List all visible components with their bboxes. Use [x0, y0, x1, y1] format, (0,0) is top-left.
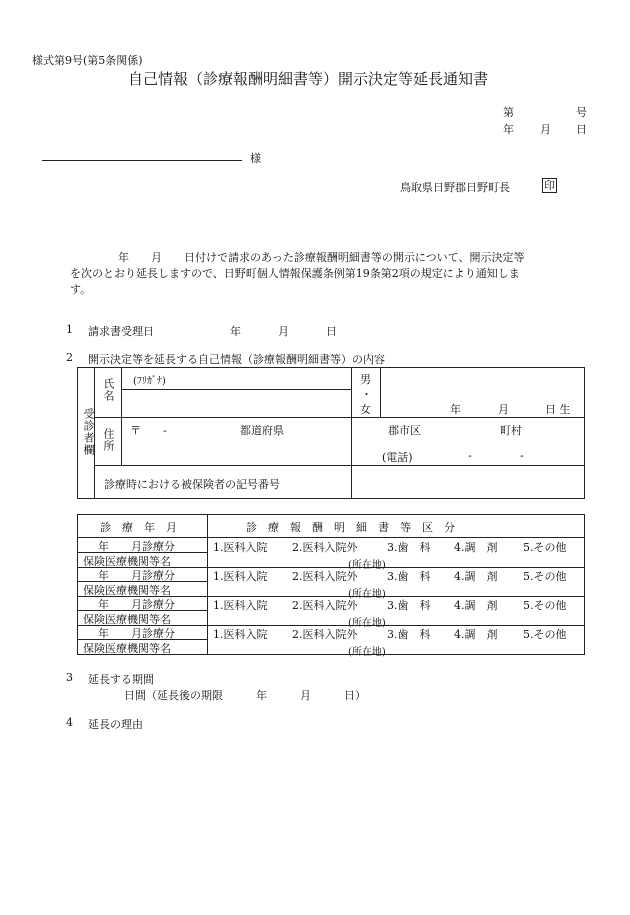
furigana-label: (ﾌﾘｶﾞﾅ): [133, 376, 166, 387]
section4-number: 4: [66, 716, 73, 729]
category-medical-inpatient[interactable]: 1.医科入院: [213, 570, 268, 583]
category-medical-inpatient[interactable]: 1.医科入院: [213, 541, 268, 554]
category-dental[interactable]: 3.歯 科: [387, 628, 431, 641]
section4-label: 延長の理由: [88, 718, 143, 731]
row-location: (所在地): [348, 560, 386, 571]
category-pharmacy[interactable]: 4.調 剤: [454, 541, 498, 554]
phone-label: (電話): [382, 451, 413, 464]
row-location: (所在地): [348, 647, 386, 658]
header-document-category: 診 療 報 酬 明 細 書 等 区 分: [246, 521, 455, 534]
category-medical-inpatient[interactable]: 1.医科入院: [213, 628, 268, 641]
doc-date-day: 日: [576, 123, 587, 136]
body-line-1: 年 月 日付けで請求のあった診療報酬明細書等の開示について、開示決定等: [118, 251, 525, 264]
category-dental[interactable]: 3.歯 科: [387, 541, 431, 554]
category-other[interactable]: 5.その他: [523, 541, 567, 554]
postal-code[interactable]: 〒 -: [130, 424, 167, 437]
category-pharmacy[interactable]: 4.調 剤: [454, 570, 498, 583]
name-field[interactable]: [124, 392, 346, 414]
section1-month: 月: [278, 325, 289, 338]
row-month: 年 月診療分: [98, 598, 175, 611]
doc-number-go: 号: [576, 106, 587, 119]
category-medical-outpatient[interactable]: 2.医科入院外: [292, 628, 358, 641]
birth-day: 日 生: [545, 403, 571, 416]
category-dental[interactable]: 3.歯 科: [387, 570, 431, 583]
phone-dash-2: -: [520, 449, 524, 462]
gender-male[interactable]: 男: [360, 373, 371, 386]
category-medical-outpatient[interactable]: 2.医科入院外: [292, 599, 358, 612]
addressee-suffix: 様: [250, 152, 261, 165]
doc-number-dai: 第: [503, 106, 514, 119]
row-location: (所在地): [348, 589, 386, 600]
header-treatment-month: 診 療 年 月: [100, 521, 177, 534]
category-medical-inpatient[interactable]: 1.医科入院: [213, 599, 268, 612]
issuer-name: 鳥取県日野郡日野町長: [400, 181, 510, 194]
row-month: 年 月診療分: [98, 569, 175, 582]
category-pharmacy[interactable]: 4.調 剤: [454, 599, 498, 612]
row-institution: 保険医療機関等名: [83, 555, 171, 568]
gender-female[interactable]: 女: [360, 403, 371, 416]
seal-mark: 印: [544, 179, 555, 192]
section3-number: 3: [66, 671, 73, 684]
insured-number-label: 診療時における被保険者の記号番号: [104, 478, 280, 491]
category-pharmacy[interactable]: 4.調 剤: [454, 628, 498, 641]
row-month: 年 月診療分: [98, 627, 175, 640]
category-medical-outpatient[interactable]: 2.医科入院外: [292, 570, 358, 583]
body-line-2: を次のとおり延長しますので、日野町個人情報保護条例第19条第2項の規定により通知しま: [70, 267, 520, 280]
row-institution: 保険医療機関等名: [83, 613, 171, 626]
patient-side-label: 受診者欄: [82, 408, 95, 456]
category-dental[interactable]: 3.歯 科: [387, 599, 431, 612]
doc-date-month: 月: [540, 123, 551, 136]
row-location: (所在地): [348, 618, 386, 629]
category-medical-outpatient[interactable]: 2.医科入院外: [292, 541, 358, 554]
prefecture-label: 都道府県: [240, 424, 284, 437]
row-institution: 保険医療機関等名: [83, 584, 171, 597]
section1-year: 年: [230, 325, 241, 338]
row-institution: 保険医療機関等名: [83, 642, 171, 655]
form-label: 様式第9号(第5条関係): [32, 54, 143, 67]
section1-number: 1: [66, 323, 73, 336]
section1-day: 日: [326, 325, 337, 338]
phone-dash-1: -: [468, 449, 472, 462]
furigana-field[interactable]: [200, 370, 345, 387]
category-other[interactable]: 5.その他: [523, 570, 567, 583]
address-label: 住所: [102, 428, 115, 452]
row-month: 年 月診療分: [98, 540, 175, 553]
insured-number-field[interactable]: [354, 468, 582, 496]
section1-label: 請求書受理日: [88, 325, 154, 338]
gender-dot: ・: [361, 388, 372, 401]
doc-date-year: 年: [503, 123, 514, 136]
city-label: 郡市区: [388, 424, 421, 437]
section2-number: 2: [66, 351, 73, 364]
category-other[interactable]: 5.その他: [523, 628, 567, 641]
addressee-line[interactable]: [42, 160, 242, 161]
birth-year: 年: [450, 403, 461, 416]
section3-label: 延長する期間: [88, 673, 154, 686]
document-title: 自己情報（診療報酬明細書等）開示決定等延長通知書: [128, 70, 489, 88]
name-label: 氏名: [102, 378, 115, 402]
section2-label: 開示決定等を延長する自己情報（診療報酬明細書等）の内容: [88, 353, 385, 366]
body-line-3: す。: [70, 283, 92, 296]
birth-month: 月: [498, 403, 509, 416]
category-other[interactable]: 5.その他: [523, 599, 567, 612]
section3-detail: 日間（延長後の期限 年 月 日）: [124, 689, 366, 702]
town-label: 町村: [500, 424, 522, 437]
